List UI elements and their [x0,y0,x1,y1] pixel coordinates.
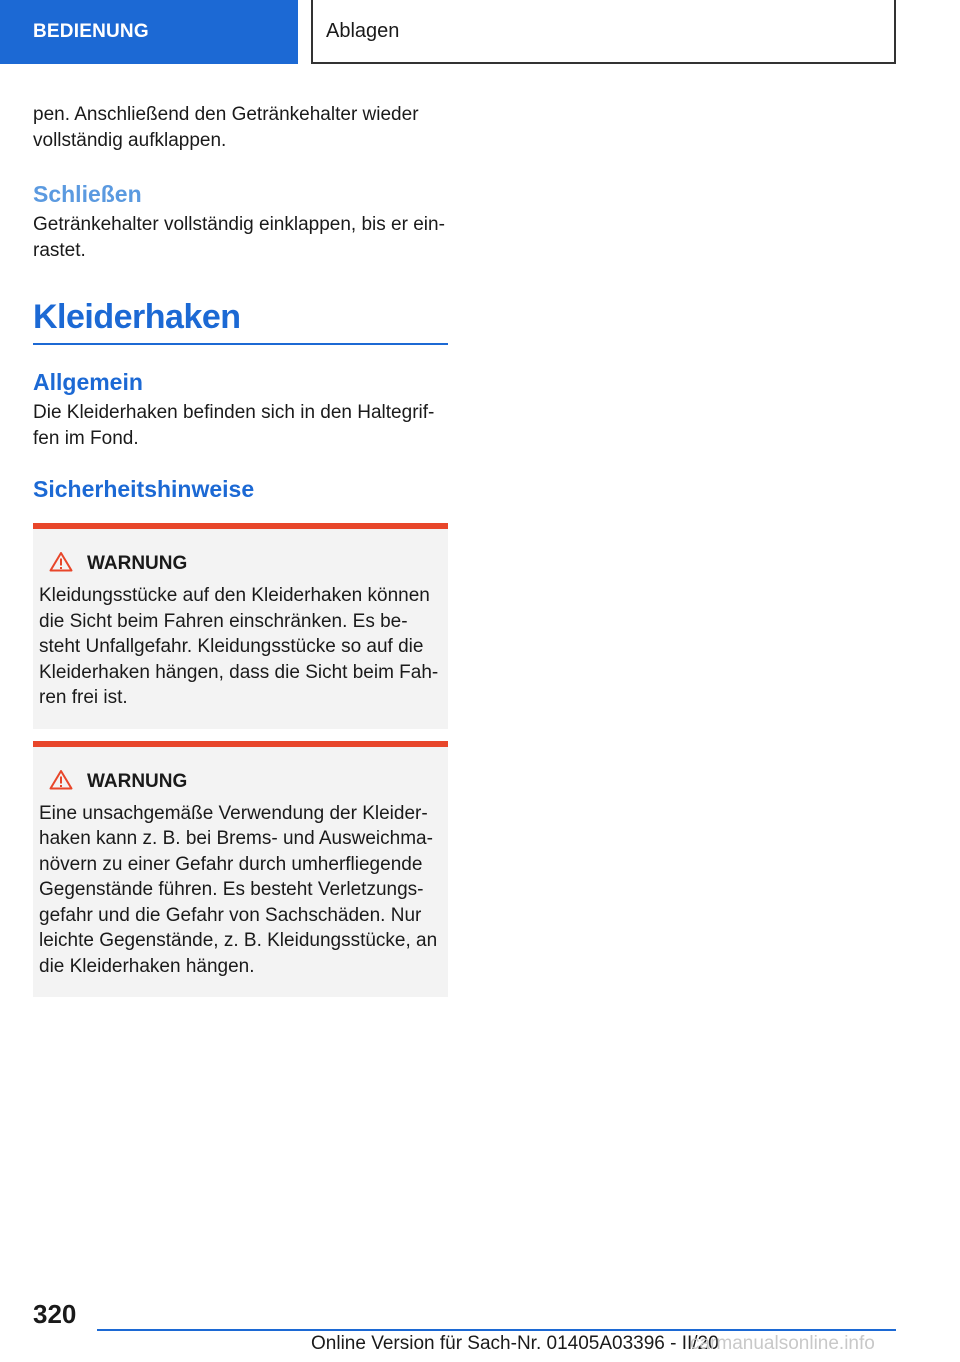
warning-text-line: haken kann z. B. bei Brems- und Ausweichma‐ [39,828,433,849]
section-label: Ablagen [326,19,400,42]
warning-header [49,551,442,577]
warning-label: WARNUNG [87,553,188,574]
warning-text-line: die Sicht beim Fahren einschränken. Es be‐ [39,610,408,632]
warning-text-line: Gegenstände führen. Es besteht Verletzungs‐ [39,879,424,900]
warning-text-line: Kleidungsstücke auf den Kleiderhaken können [39,585,430,606]
intro-text-line: vollständig aufklappen. [33,130,227,151]
warning-text-line: steht Unfallgefahr. Kleidungsstücke so auf die [39,636,424,657]
heading-sicherheitshinweise: Sicherheitshinweise [33,476,255,502]
warning-header [49,769,442,795]
warning-triangle-icon [49,551,73,577]
intro-text-line: pen. Anschließend den Getränkehalter wieder [33,104,419,125]
warning-text [39,801,442,980]
allgemein-text-line: Die Kleiderhaken befinden sich in den Haltegrif‐ [33,402,435,423]
warning-text-line: leichte Gegenstände, z. B. Kleidungsstücke, an [39,930,438,951]
warning-triangle-icon [49,769,73,795]
warning-text [39,583,442,711]
section-header [311,0,896,64]
schliessen-text-line: rastet. [33,240,86,261]
heading-kleiderhaken: Kleiderhaken [33,298,241,336]
warning-text-line: Kleiderhaken hängen, dass die Sicht beim Fah‐ [39,661,439,683]
allgemein-text-line: fen im Fond. [33,428,139,449]
warning-box [33,523,448,729]
warning-text-line: ren frei ist. [39,687,128,708]
warning-text-line: gefahr und die Gefahr von Sachschäden. Nur [39,904,422,926]
chapter-tab [0,0,298,64]
content-column [33,102,448,997]
heading-schliessen: Schließen [33,181,142,207]
watermark-logo: carmanualsonline.info [690,1333,875,1354]
warning-label: WARNUNG [87,770,188,792]
footer-rule [97,1329,896,1331]
page-number: 320 [33,1299,77,1329]
heading-allgemein: Allgemein [33,369,143,395]
warning-box [33,741,448,998]
warning-text-line: növern zu einer Gefahr durch umherfliegende [39,853,423,875]
warning-text-line: die Kleiderhaken hängen. [39,955,255,977]
warning-text-line: Eine unsachgemäße Verwendung der Kleider‐ [39,802,428,824]
footer-online-version: Online Version für Sach-Nr. 01405A03396 - II/20 [311,1333,719,1354]
schliessen-text-line: Getränkehalter vollständig einklappen, bis er ein‐ [33,214,445,235]
chapter-label: BEDIENUNG [33,21,149,42]
